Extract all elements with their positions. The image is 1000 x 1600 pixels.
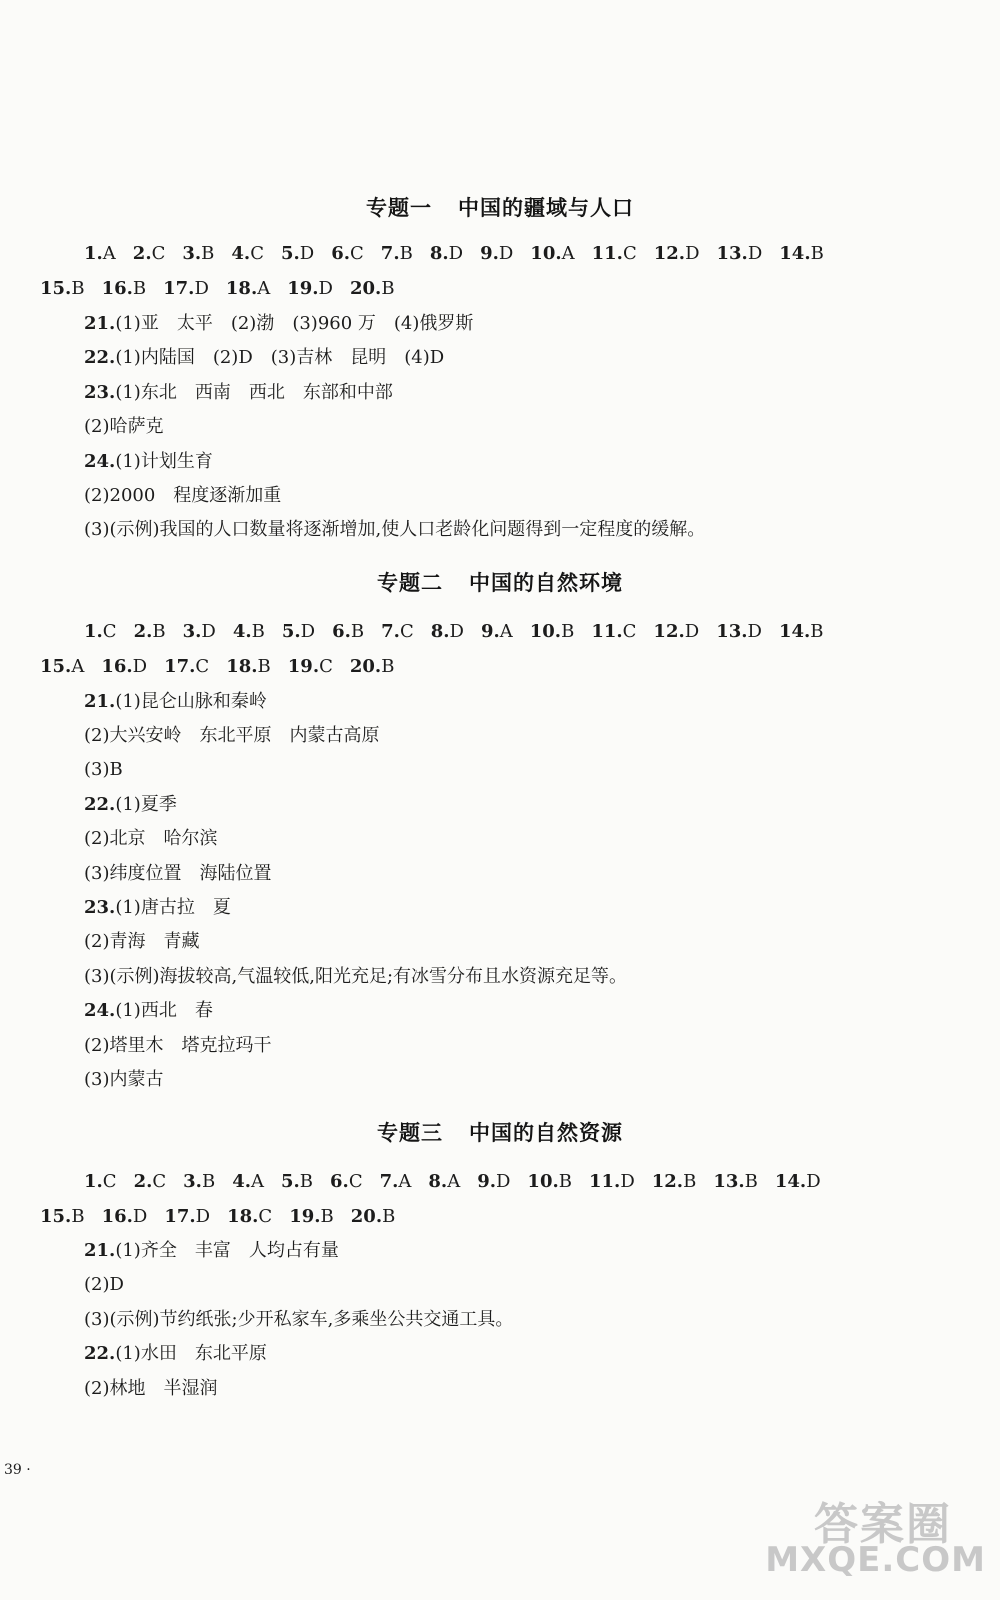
mc-number: 10. xyxy=(530,243,562,264)
mc-number: 3. xyxy=(183,1171,202,1192)
section-3-line: 21.(1)齐全 丰富 人均占有量 xyxy=(84,1240,339,1261)
mc-number: 9. xyxy=(480,243,499,264)
mc-letter: B xyxy=(350,621,365,642)
mc-letter: B xyxy=(320,1206,334,1227)
mc-answer xyxy=(133,242,166,266)
mc-letter: B xyxy=(744,1171,758,1192)
mc-answer xyxy=(233,620,265,644)
mc-answer xyxy=(102,277,147,301)
mc-letter: C xyxy=(258,1206,273,1227)
mc-answer xyxy=(717,242,763,266)
mc-number: 16. xyxy=(101,1206,133,1227)
mc-letter: D xyxy=(747,243,763,264)
mc-letter: B xyxy=(399,243,413,264)
mc-letter: D xyxy=(498,243,514,264)
mc-answer xyxy=(331,242,364,266)
section-2-line: 23.(1)唐古拉 夏 xyxy=(84,897,231,918)
mc-answer xyxy=(40,655,84,679)
mc-number: 19. xyxy=(289,1206,321,1227)
mc-answer xyxy=(163,277,209,301)
mc-answer xyxy=(226,655,271,679)
mc-letter: B xyxy=(251,621,265,642)
mc-answer xyxy=(779,242,824,266)
section-3-title: 专题三 中国的自然资源 xyxy=(377,1121,623,1145)
mc-answer xyxy=(40,277,85,301)
mc-number: 11. xyxy=(591,243,623,264)
mc-number: 12. xyxy=(651,1171,684,1192)
section-2-line: (3)纬度位置 海陆位置 xyxy=(84,863,272,884)
mc-number: 8. xyxy=(429,243,449,264)
mc-answer xyxy=(716,620,762,644)
mc-number: 14. xyxy=(779,243,811,264)
mc-letter: A xyxy=(398,1171,412,1192)
section-1-line: 23.(1)东北 西南 西北 东部和中部 xyxy=(84,382,393,403)
mc-letter: D xyxy=(132,656,148,677)
mc-number: 4. xyxy=(232,621,252,642)
section-2-line: (2)大兴安岭 东北平原 内蒙古高原 xyxy=(84,725,380,746)
section-3-line: 22.(1)水田 东北平原 xyxy=(84,1343,267,1364)
mc-answer xyxy=(477,1170,510,1194)
mc-letter: C xyxy=(622,243,637,264)
mc-letter: B xyxy=(71,278,85,299)
mc-answer xyxy=(530,620,575,644)
mc-letter: D xyxy=(806,1171,821,1192)
mc-number: 6. xyxy=(331,243,351,264)
mc-answer xyxy=(589,1170,635,1194)
mc-number: 15. xyxy=(40,278,72,299)
mc-answer xyxy=(350,655,395,679)
mc-letter: C xyxy=(102,621,117,642)
mc-answer xyxy=(282,620,315,644)
mc-answer xyxy=(381,242,413,266)
mc-number: 2. xyxy=(133,621,153,642)
mc-letter: B xyxy=(683,1171,697,1192)
section-1-mc-row-1 xyxy=(84,242,841,266)
mc-number: 20. xyxy=(349,278,382,299)
mc-answer xyxy=(182,242,214,266)
mc-answer xyxy=(430,242,463,266)
mc-letter: B xyxy=(152,621,166,642)
mc-letter: D xyxy=(300,621,316,642)
mc-letter: D xyxy=(195,1206,211,1227)
mc-letter: D xyxy=(448,243,464,264)
mc-answer xyxy=(164,655,209,679)
mc-letter: D xyxy=(747,621,762,642)
mc-answer xyxy=(227,1205,272,1229)
mc-letter: A xyxy=(561,243,575,264)
mc-number: 1. xyxy=(84,621,103,642)
mc-number: 20. xyxy=(350,1206,383,1227)
mc-letter: C xyxy=(622,621,637,642)
section-2-line: (3)(示例)海拔较高,气温较低,阳光充足;有冰雪分布且水资源充足等。 xyxy=(84,966,628,987)
mc-answer xyxy=(653,620,699,644)
mc-letter: B xyxy=(299,1171,314,1192)
mc-number: 19. xyxy=(287,278,319,299)
mc-number: 3. xyxy=(182,243,202,264)
mc-number: 7. xyxy=(381,621,400,642)
mc-number: 12. xyxy=(653,621,685,642)
mc-number: 18. xyxy=(226,656,258,677)
watermark-logo xyxy=(746,1488,986,1588)
mc-number: 1. xyxy=(84,243,103,264)
mc-number: 13. xyxy=(716,621,748,642)
mc-answer xyxy=(84,242,116,266)
mc-answer xyxy=(84,1170,117,1194)
mc-number: 11. xyxy=(591,621,623,642)
section-2-mc-row-2 xyxy=(40,655,411,679)
section-2-line: 21.(1)昆仑山脉和秦岭 xyxy=(84,691,267,712)
section-2-line: (2)塔里木 塔克拉玛干 xyxy=(84,1035,272,1056)
mc-answer xyxy=(281,242,314,266)
section-2-title: 专题二 中国的自然环境 xyxy=(377,571,623,595)
mc-letter: C xyxy=(348,1171,363,1192)
mc-number: 3. xyxy=(182,621,202,642)
mc-answer xyxy=(332,620,364,644)
section-2-line: 22.(1)夏季 xyxy=(84,794,177,815)
mc-number: 2. xyxy=(133,1171,153,1192)
mc-number: 13. xyxy=(713,1171,745,1192)
section-1-line: 22.(1)内陆国 (2)D (3)吉林 昆明 (4)D xyxy=(84,347,445,368)
mc-number: 10. xyxy=(527,1171,559,1192)
mc-answer xyxy=(164,1205,210,1229)
mc-letter: B xyxy=(558,1171,572,1192)
mc-letter: B xyxy=(381,656,395,677)
mc-letter: B xyxy=(71,1206,85,1227)
mc-letter: D xyxy=(449,621,464,642)
section-3-mc-row-2 xyxy=(40,1205,412,1229)
mc-answer xyxy=(428,1170,460,1194)
mc-letter: A xyxy=(102,243,116,264)
mc-letter: C xyxy=(195,656,210,677)
mc-number: 14. xyxy=(774,1171,807,1192)
section-1-line: (2)哈萨克 xyxy=(84,416,164,437)
mc-answer xyxy=(381,620,414,644)
mc-answer xyxy=(530,242,574,266)
mc-letter: B xyxy=(201,1171,216,1192)
mc-answer xyxy=(481,620,513,644)
mc-answer xyxy=(287,277,333,301)
section-2-mc-row-1 xyxy=(84,620,841,644)
mc-answer xyxy=(101,655,147,679)
mc-number: 19. xyxy=(287,656,320,677)
mc-letter: B xyxy=(810,621,824,642)
mc-answer xyxy=(654,242,700,266)
mc-answer xyxy=(779,620,824,644)
section-1-line: (2)2000 程度逐渐加重 xyxy=(84,485,282,506)
mc-letter: B xyxy=(257,656,271,677)
mc-number: 17. xyxy=(164,1206,196,1227)
mc-answer xyxy=(351,1205,396,1229)
section-1-line: (3)(示例)我国的人口数量将逐渐增加,使人口老龄化问题得到一定程度的缓解。 xyxy=(84,519,706,540)
mc-number: 18. xyxy=(225,278,258,299)
mc-answer xyxy=(713,1170,758,1194)
watermark-top: 答案圈 xyxy=(814,1499,952,1550)
mc-number: 12. xyxy=(653,243,686,264)
mc-letter: D xyxy=(194,278,209,299)
mc-letter: D xyxy=(684,621,700,642)
mc-number: 16. xyxy=(101,656,133,677)
mc-letter: B xyxy=(201,243,215,264)
mc-answer xyxy=(350,277,395,301)
mc-number: 15. xyxy=(40,1206,72,1227)
mc-number: 4. xyxy=(232,1171,251,1192)
mc-answer xyxy=(289,1205,334,1229)
mc-letter: D xyxy=(132,1206,148,1227)
mc-answer xyxy=(40,1205,85,1229)
mc-answer xyxy=(592,242,637,266)
mc-number: 1. xyxy=(84,1171,103,1192)
mc-number: 9. xyxy=(477,1171,496,1192)
mc-answer xyxy=(380,1170,412,1194)
section-1-line: 24.(1)计划生育 xyxy=(84,451,213,472)
mc-answer xyxy=(183,620,216,644)
mc-number: 18. xyxy=(227,1206,259,1227)
mc-answer xyxy=(431,620,464,644)
mc-letter: C xyxy=(350,243,364,264)
mc-letter: C xyxy=(151,243,166,264)
section-2-line: (3)内蒙古 xyxy=(84,1069,164,1090)
mc-number: 7. xyxy=(380,243,400,264)
mc-letter: D xyxy=(318,278,333,299)
mc-letter: D xyxy=(299,243,315,264)
mc-letter: C xyxy=(250,243,264,264)
mc-number: 7. xyxy=(379,1171,399,1192)
mc-answer xyxy=(480,242,513,266)
mc-answer xyxy=(281,1170,313,1194)
mc-letter: A xyxy=(257,278,271,299)
mc-answer xyxy=(591,620,636,644)
mc-letter: A xyxy=(71,656,85,677)
page-number: 39 · xyxy=(4,1462,31,1478)
mc-letter: C xyxy=(399,621,414,642)
mc-number: 10. xyxy=(529,621,562,642)
mc-letter: A xyxy=(447,1171,461,1192)
watermark-bottom: MXQE.COM xyxy=(765,1540,986,1580)
mc-answer xyxy=(527,1170,572,1194)
mc-letter: A xyxy=(250,1171,264,1192)
mc-answer xyxy=(232,1170,264,1194)
mc-answer xyxy=(775,1170,821,1194)
mc-answer xyxy=(84,620,117,644)
mc-number: 16. xyxy=(101,278,133,299)
mc-number: 2. xyxy=(132,243,152,264)
mc-letter: C xyxy=(102,1171,117,1192)
mc-letter: B xyxy=(381,278,395,299)
mc-answer xyxy=(231,242,264,266)
mc-answer xyxy=(134,1170,167,1194)
mc-number: 4. xyxy=(231,243,251,264)
mc-number: 20. xyxy=(349,656,382,677)
mc-letter: D xyxy=(620,1171,635,1192)
mc-answer xyxy=(134,620,166,644)
mc-letter: B xyxy=(132,278,147,299)
mc-letter: C xyxy=(152,1171,167,1192)
mc-number: 13. xyxy=(716,243,748,264)
section-3-line: (2)林地 半湿润 xyxy=(84,1378,218,1399)
mc-answer xyxy=(652,1170,697,1194)
mc-letter: A xyxy=(499,621,513,642)
section-1-title: 专题一 中国的疆域与人口 xyxy=(366,196,634,220)
mc-answer xyxy=(226,277,270,301)
section-3-mc-row-1 xyxy=(84,1170,838,1194)
mc-letter: B xyxy=(810,243,824,264)
mc-answer xyxy=(288,655,333,679)
mc-number: 5. xyxy=(280,243,300,264)
mc-number: 8. xyxy=(430,621,450,642)
mc-number: 11. xyxy=(588,1171,621,1192)
mc-number: 8. xyxy=(428,1171,448,1192)
mc-number: 14. xyxy=(778,621,811,642)
section-1-mc-row-2 xyxy=(40,277,412,301)
mc-number: 6. xyxy=(330,1171,349,1192)
section-3-line: (3)(示例)节约纸张;少开私家车,多乘坐公共交通工具。 xyxy=(84,1309,514,1330)
section-2-line: (3)B xyxy=(84,759,123,780)
mc-answer xyxy=(330,1170,363,1194)
mc-number: 6. xyxy=(332,621,351,642)
section-3-line: (2)D xyxy=(84,1274,124,1295)
mc-letter: D xyxy=(495,1171,511,1192)
mc-letter: B xyxy=(382,1206,396,1227)
section-2-line: (2)青海 青藏 xyxy=(84,931,200,952)
mc-answer xyxy=(102,1205,148,1229)
mc-number: 15. xyxy=(40,656,72,677)
mc-number: 5. xyxy=(281,621,301,642)
mc-number: 9. xyxy=(480,621,500,642)
mc-answer xyxy=(183,1170,215,1194)
mc-letter: D xyxy=(201,621,216,642)
mc-letter: C xyxy=(319,656,333,677)
mc-number: 5. xyxy=(280,1171,300,1192)
section-2-line: 24.(1)西北 春 xyxy=(84,1000,213,1021)
mc-letter: D xyxy=(685,243,700,264)
section-1-line: 21.(1)亚 太平 (2)渤 (3)960 万 (4)俄罗斯 xyxy=(84,313,474,334)
mc-number: 17. xyxy=(164,656,196,677)
mc-number: 17. xyxy=(163,278,195,299)
section-2-line: (2)北京 哈尔滨 xyxy=(84,828,218,849)
mc-letter: B xyxy=(561,621,575,642)
